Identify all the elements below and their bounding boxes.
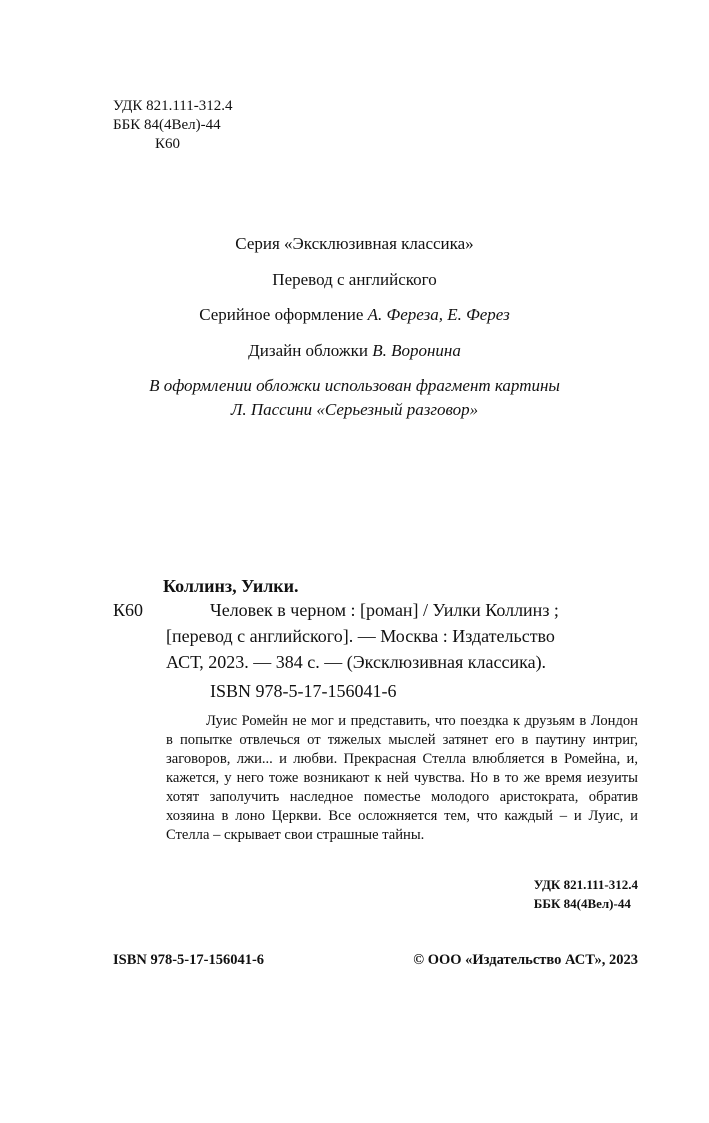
- catalog-line-3: АСТ, 2023. — 384 с. — (Эксклюзивная классика).: [166, 652, 547, 672]
- catalog-line-2: [перевод с английского]. — Москва : Издательство: [166, 626, 555, 646]
- cover-art-line-1: [0, 376, 709, 396]
- catalog-isbn: ISBN 978-5-17-156041-6: [210, 681, 397, 701]
- series-design-names: А. Фереза, Е. Ферез: [367, 305, 510, 324]
- bottom-classification-codes: [534, 875, 638, 913]
- cover-design-label: Дизайн обложки: [248, 341, 368, 360]
- cover-design-line: [0, 341, 709, 361]
- series-design-line: [0, 305, 709, 325]
- bottom-udk: УДК 821.111-312.4: [533, 877, 638, 892]
- translation-line: Перевод с английского: [272, 270, 437, 289]
- catalog-author: Коллинз, Уилки.: [163, 576, 299, 596]
- cover-design-name: В. Воронина: [372, 341, 461, 360]
- udk-code: УДК 821.111-312.4: [113, 98, 233, 114]
- author-sign: К60: [155, 136, 181, 152]
- bbk-code: ББК 84(4Вел)-44: [113, 117, 221, 133]
- annotation-text: Луис Ромейн не мог и представить, что поездка к друзьям в Лондон в попытке отвлечься от тяжелых мыслей затянет его в паутину интриг, заговоров, лжи... и любви. Прекрасная Стелла влюбляется в Ромейна, и, кажется, у него тоже возникают к ней чувства. Но в то же время иезуиты хотят заполучить наследное поместье молодого аристократа, обратив хозяина в лоно Церкви. Все осложняется тем, что каждый – и Луис, и Стелла – скрывает свои страшные тайны.: [166, 713, 638, 843]
- cover-art-text-2: Л. Пассини «Серьезный разговор»: [230, 400, 479, 419]
- catalog-code: К60: [113, 600, 144, 620]
- series-line: Серия «Эксклюзивная классика»: [235, 234, 474, 253]
- footer-copyright: © ООО «Издательство АСТ», 2023: [413, 952, 638, 968]
- cover-art-text-1: В оформлении обложки использован фрагмент картины: [149, 376, 560, 395]
- series-design-label: Серийное оформление: [199, 305, 364, 324]
- footer-isbn: ISBN 978-5-17-156041-6: [113, 952, 265, 968]
- catalog-line-1: Человек в черном : [роман] / Уилки Коллинз ;: [210, 600, 559, 620]
- bottom-bbk: ББК 84(4Вел)-44: [533, 896, 631, 911]
- cover-art-line-2: [0, 400, 709, 420]
- top-classification-codes: [113, 97, 232, 154]
